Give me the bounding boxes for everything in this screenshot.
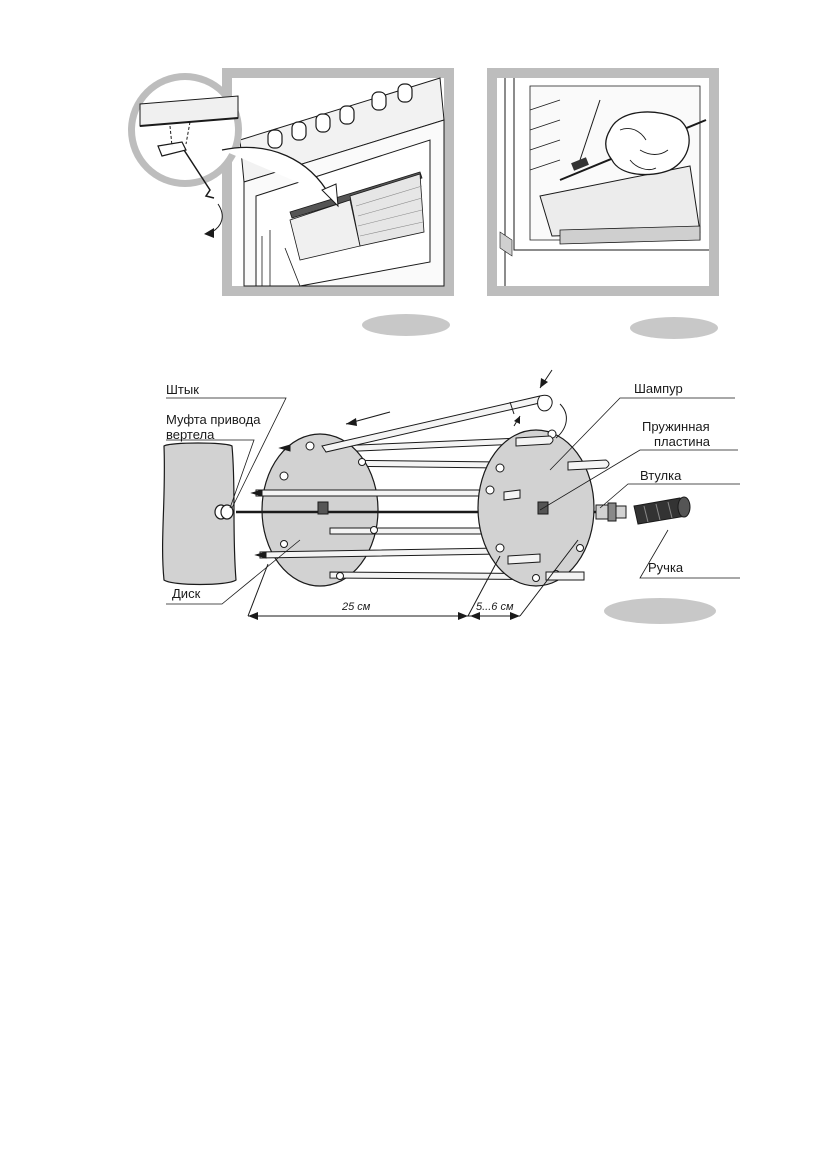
label-mufta-line1: Муфта привода [166,412,261,427]
label-plastina-line1: Пружинная [642,419,710,434]
label-shtyk: Штык [166,382,199,397]
label-plastina-line2: пластина [654,434,710,449]
dimension-length: 25 см [342,601,371,613]
label-vtulka: Втулка [640,468,682,483]
label-disk: Диск [172,586,201,601]
label-shampur: Шампур [634,381,683,396]
label-mufta-line2: вертела [166,427,215,442]
label-ruchka: Ручка [648,560,684,575]
dimension-offset: 5...6 см [476,601,514,613]
